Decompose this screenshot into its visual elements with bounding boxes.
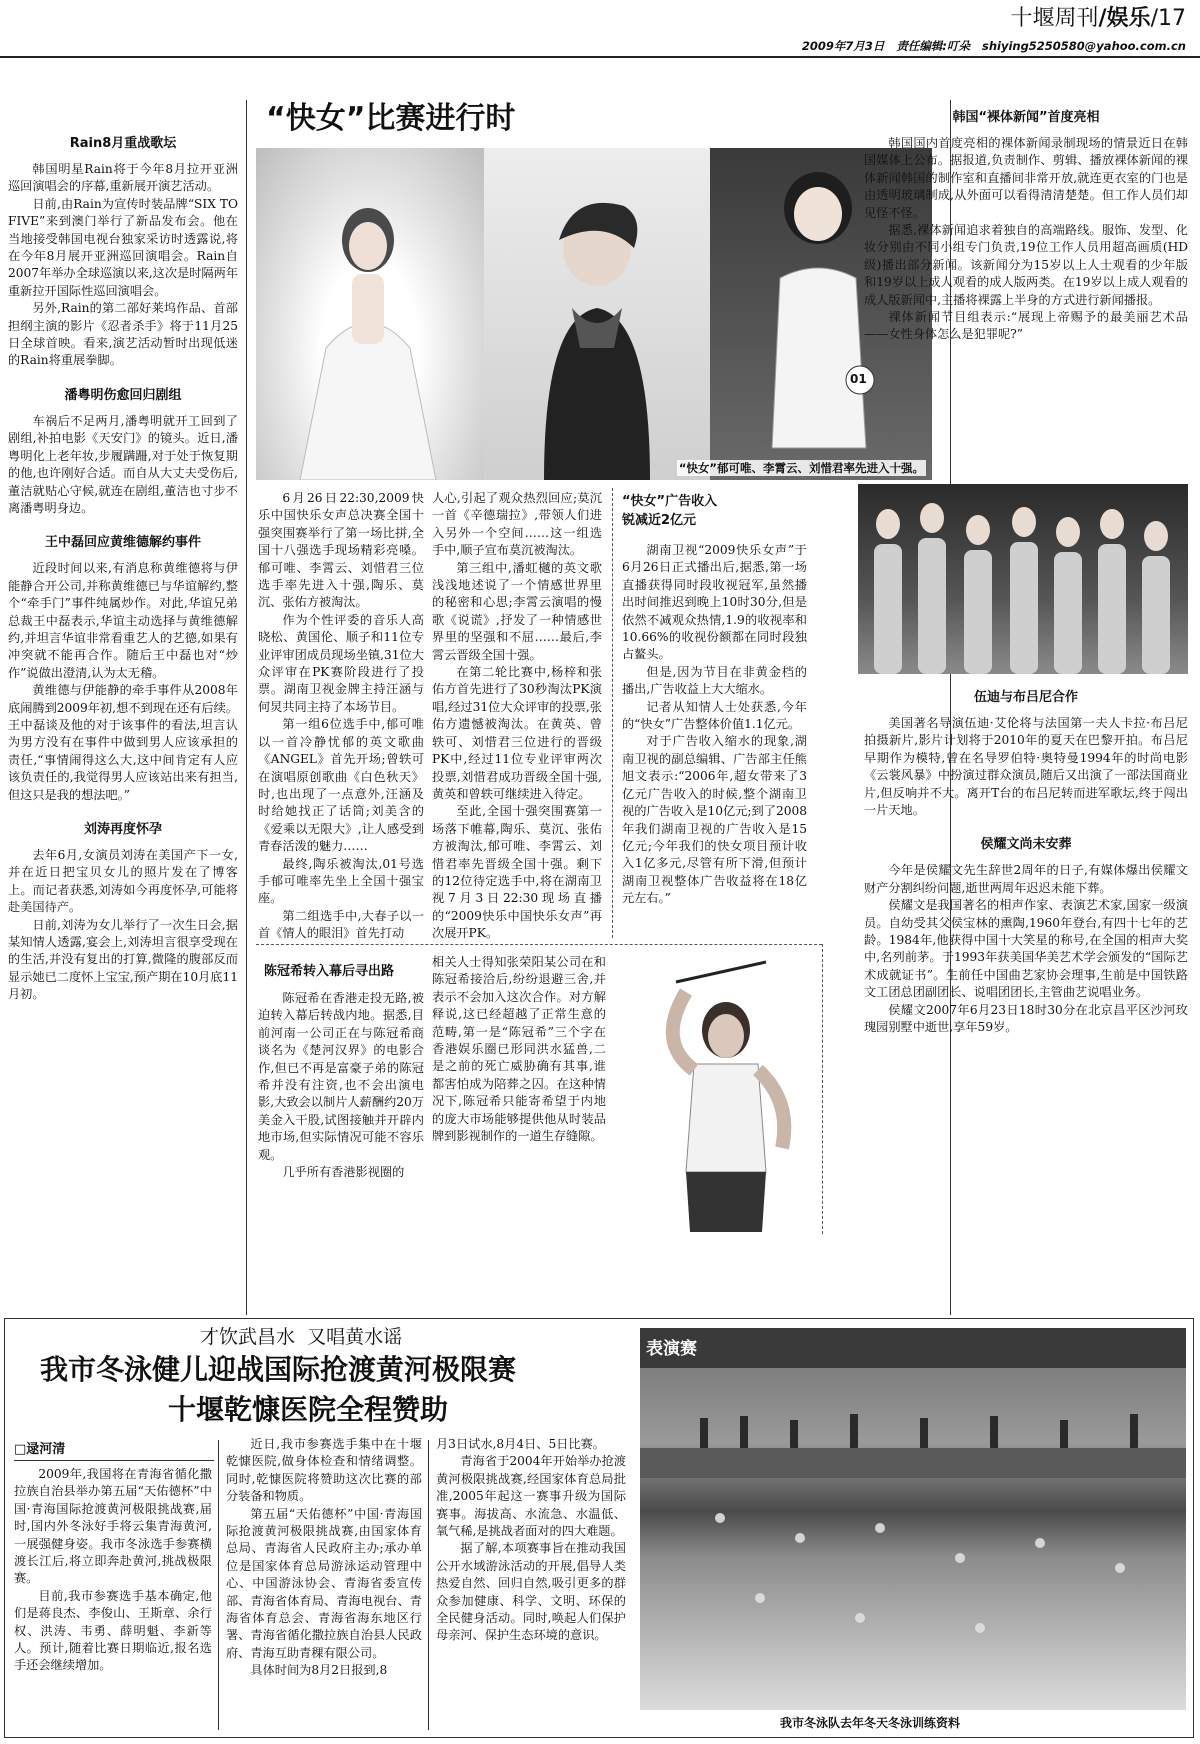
photo-winter-swimming bbox=[640, 1328, 1186, 1710]
ad-box-left-rule bbox=[612, 488, 613, 938]
rule-left bbox=[246, 100, 247, 1315]
bottom-col-3 bbox=[436, 1436, 626, 1645]
woody-story bbox=[864, 686, 1188, 819]
bottom-kicker: 才饮武昌水 又唱黄水谣 bbox=[200, 1326, 403, 1348]
main-title: “快女”比赛进行时 bbox=[266, 101, 516, 136]
issue-line bbox=[802, 38, 1186, 54]
bottom-p8: 据了解,本项赛事旨在推动我国公开水域游泳活动的开展,倡导人类热爱自然、回归自然,吸引更多的群众参加健康、科学、文明、环保的全民健身活动。同时,唤起人们保护母亲河、保护生态环境的意识。 bbox=[436, 1541, 626, 1643]
hou-p3: 侯耀文2007年6月23日18时30分在北京昌平区沙河玫瑰园别墅中逝世,享年59岁。 bbox=[864, 1002, 1188, 1035]
hou-p2: 侯耀文是我国著名的相声作家、表演艺术家,国家一级演员。自幼受其父侯宝林的熏陶,1960年登台,有四十七年的艺龄。1984年,他获得中国十大笑星的称号,在全国的相声大奖中,名列前茅。于1993年获美国华美艺术学会颁发的“国际艺术成就证书”。生前任中国曲艺家协会理事,生前是中国铁路文工团总团副团长、说唱团团长,主管曲艺说唱业务。 bbox=[864, 898, 1188, 1000]
main-p3: 第一组6位选手中,郁可唯以一首冷静忧郁的英文歌曲《ANGEL》首先开场;曾轶可在演唱原创歌曲《白色秋天》时,也出现了一点意外,汪涵及时给她找正了话筒;刘美含的《爱乘以无限大》,让人感受到青春活泼的魅力…… bbox=[258, 717, 424, 854]
naked-p1: 韩国国内首度亮相的裸体新闻录制现场的情景近日在韩国媒体上公布。据报道,负责制作、剪辑、播放裸体新闻的裸体新闻韩国的制作室和直播间非常开放,就连更衣室的门也是由透明玻璃制成,从外面可以看得清清楚楚。但工作人员们却见怪不怪。 bbox=[864, 136, 1188, 220]
woody-p1: 美国著名导演伍迪·艾伦将与法国第一夫人卡拉·布吕尼拍摄新片,影片计划将于2010年的夏天在巴黎开拍。布吕尼早期作为模特,曾在名导罗伯特·奥特曼1994年的时尚电影《云裳风暴》中扮演过群众演员,随后又出演了一部法国商业片,但反响并不大。离开T台的布吕尼转而进军歌坛,终于闯出一片天地。 bbox=[864, 716, 1188, 818]
rain-p2: 日前,由Rain为宣传时装品牌“SIX TO FIVE”来到澳门举行了新品发布会。他在当地接受韩国电视台独家采访时透露说,将在今年8月展开亚洲巡回演唱会。Rain自2007年举办全球巡演以来,这次是时隔两年重新拉开国际性巡回演唱会。 bbox=[8, 196, 238, 298]
chen-headline: 陈冠希转入幕后寻出路 bbox=[264, 964, 395, 979]
naked-p2: 据悉,裸体新闻追求着独自的高端路线。服饰、发型、化妆分别由不同小组专门负责,19位工作人员用超高画质(HD级)播出部分新闻。该新闻分为15岁以上人士观看的少年版和19岁以上成人观看的成人版两类。在19岁以上成人观看的成人版新闻中,主播将裸露上半身的方式进行新闻播报。 bbox=[864, 223, 1188, 307]
bottom-p6: 月3日试水,8月4日、5日比赛。 bbox=[436, 1437, 605, 1451]
main-p6: 人心,引起了观众热烈回应;莫沉一首《辛德瑞拉》,带领人们进入另外一个空间……这一组选手中,顺子宣布莫沉被淘汰。 bbox=[432, 491, 602, 558]
photo-news-anchors bbox=[858, 484, 1188, 674]
bottom-p5: 具体时间为8月2日报到,8 bbox=[250, 1663, 388, 1678]
chen-col-1 bbox=[258, 990, 424, 1181]
rain-p3: 另外,Rain的第二部好莱坞作品、首部担纲主演的影片《忍者杀手》将于11月25日全球首映。看来,演艺活动暂时出现低迷的Rain将重展拳脚。 bbox=[8, 301, 238, 368]
chen-p2: 几乎所有香港影视圈的 bbox=[282, 1165, 405, 1180]
issue-date: 2009年7月3日 bbox=[801, 39, 885, 53]
hou-p1: 今年是侯耀文先生辞世2周年的日子,有媒体爆出侯耀文财产分割纠纷问题,逝世两周年迟迟未能下葬。 bbox=[864, 863, 1188, 895]
figure-swimmers-pool bbox=[640, 1328, 1186, 1710]
bottom-p4: 第五届“天佑德杯”中国·青海国际抢渡黄河极限挑战赛,由国家体育总局、青海省人民政府主办;承办单位是国家体育总局游泳运动管理中心、中国游泳协会、青海省委宣传部、青海省体育局、青海电视台、青海省体育总会、青海省海东地区行署、青海省循化撒拉族自治县人民政府、青海互助青稞有限公司。 bbox=[226, 1506, 422, 1660]
bottom-p1: 2009年,我国将在青海省循化撒拉族自治县举办第五届“天佑德杯”中国·青海国际抢渡黄河极限挑战赛,届时,国内外冬泳好手将云集青海黄河,一展强健身姿。我市冬泳选手参赛横渡长江后,将立即奔赴黄河,挑战极限赛。 bbox=[14, 1467, 212, 1586]
page-number: /17 bbox=[1150, 6, 1186, 31]
photo-li-xiaoyun bbox=[484, 148, 710, 480]
liu-p1: 去年6月,女演员刘涛在美国产下一女,并在近日把宝贝女儿的照片发在了博客上。而记者获悉,刘涛如今再度怀孕,可能将赴美国待产。 bbox=[8, 848, 238, 915]
photo-yu-keyi bbox=[256, 148, 484, 480]
bottom-col-2 bbox=[226, 1436, 422, 1680]
bottom-byline-rule bbox=[14, 1460, 214, 1461]
naked-news-story bbox=[864, 106, 1188, 344]
figure-short-hair bbox=[484, 148, 710, 480]
chen-p3: 相关人士得知张荣阳某公司在和陈冠希接洽后,纷纷退避三舍,并表示不会加入这次合作。对方解释说,这已经超越了正常生意的范畴,第一是“陈冠希”三个字在香港娱乐圈已形同洪水猛兽,二是之前的死亡威胁确有其事,谁都害怕成为陪葬之囚。在这种情况下,陈冠希只能寄希望于内地的庞大市场能够提供他从时装品牌到影视制作的一道生存缝隙。 bbox=[432, 955, 606, 1144]
chen-box-right bbox=[822, 944, 823, 1234]
pan-headline: 潘粤明伤愈回归剧组 bbox=[64, 387, 182, 403]
ad-p1: 湖南卫视“2009快乐女声”于6月26日正式播出后,据悉,第一场直播获得同时段收视冠军,虽然播出时间推迟到晚上10时30分,但是依然不减观众热情,1.9的收视率和10.66%的收视份额都在同时段独占鳌头。 bbox=[622, 543, 807, 662]
bottom-col-1 bbox=[14, 1466, 212, 1675]
main-col-2 bbox=[432, 490, 602, 943]
figure-man-tank-top bbox=[616, 952, 816, 1232]
ad-p4: 对于广告收入缩水的现象,湖南卫视的副总编辑、广告部主任熊旭文表示:“2006年,超女带来了3亿元广告收入的时候,整个湖南卫视的广告收入是10亿元;到了2008年我们湖南卫视的广告收入是15亿元;今年我们的快女项目预计收入1亿多元,尽管有所下滑,但预计湖南卫视整体广告收益将在18亿元左右。” bbox=[622, 734, 807, 906]
chen-box-top bbox=[256, 944, 822, 945]
bottom-rule-1 bbox=[218, 1440, 219, 1730]
main-p7: 第三组中,潘虹樾的英文歌浅浅地述说了一个情感世界里的秘密和心思;李霄云演唱的慢歌《说谎》,抒发了一种情感世界里的坚强和不屈……最后,李霄云晋级全国十强。 bbox=[432, 560, 602, 662]
contestant-badge: 01 bbox=[850, 372, 867, 386]
issue-email: shiying5250580@yahoo.com.cn bbox=[981, 39, 1186, 53]
issue-editor: 责任编辑:叮朵 bbox=[896, 39, 970, 53]
bottom-rule-2 bbox=[428, 1440, 429, 1730]
bottom-p3: 近日,我市参赛选手集中在十堰乾慷医院,做身体检查和情绪调整。同时,乾慷医院将赞助这次比赛的部分装备和物质。 bbox=[226, 1437, 422, 1504]
right-news-column-lower bbox=[864, 680, 1188, 1037]
wang-p2: 黄维德与伊能静的牵手事件从2008年底闹腾到2009年初,想不到现在还有后续。王中磊谈及他的对于该事件的看法,坦言认为男方没有在事件中做到男人应该承担的责任,“事情闹得这么大,这中间肯定有人应该负责任的,我觉得男人应该站出来有担当,但这只是我的想法吧。” bbox=[8, 683, 238, 802]
bottom-p2: 目前,我市参赛选手基本确定,他们是蒋良杰、李俊山、王斯章、余行权、洪涛、韦勇、薛明魁、李新等人。预计,随着比赛日期临近,报名选手还会继续增加。 bbox=[14, 1588, 212, 1673]
bottom-headline-2: 十堰乾慷医院全程赞助 bbox=[168, 1393, 449, 1426]
figure-girl-white-dress bbox=[256, 148, 484, 480]
main-photo-caption: “快女”郁可唯、李霄云、刘惜君率先进入十强。 bbox=[678, 461, 924, 475]
masthead-slash: / bbox=[1098, 6, 1107, 31]
right-news-column bbox=[864, 106, 1188, 344]
main-col-1 bbox=[258, 490, 424, 943]
wang-story bbox=[8, 531, 238, 804]
main-p5: 第二组选手中,大春子以一首《情人的眼泪》首先打动 bbox=[258, 908, 424, 941]
bottom-headline-1: 我市冬泳健儿迎战国际抢渡黄河极限赛 bbox=[40, 1353, 517, 1386]
hou-headline: 侯耀文尚未安葬 bbox=[980, 837, 1072, 853]
bottom-p7: 青海省于2004年开始举办抢渡黄河极限挑战赛,经国家体育总局批准,2005年起这一赛事升级为国际赛事。海拔高、水流急、水温低、氧气稀,是挑战者面对的四大难题。 bbox=[436, 1454, 626, 1539]
liu-p2: 日前,刘涛为女儿举行了一次生日会,据某知情人透露,宴会上,刘涛坦言很享受现在的生活,并没有复出的打算,微隆的腹部反而显示她已二度怀上宝宝,预产期在10月底11月初。 bbox=[8, 917, 238, 1002]
liu-headline: 刘涛再度怀孕 bbox=[83, 822, 162, 837]
section-name: 娱乐 bbox=[1106, 6, 1151, 31]
photo-chen bbox=[616, 952, 816, 1232]
ad-headline-1: “快女”广告收入 bbox=[622, 494, 718, 509]
masthead-rule bbox=[0, 56, 1200, 58]
chen-p1: 陈冠希在香港走投无路,被迫转入幕后转战内地。据悉,目前河南一公司正在与陈冠希商谈名为《楚河汉界》的电影合作,但已不再是富豪子弟的陈冠希并没有注资,也不会出演电影,大致会以制片人薪酬约20万美金入干股,试图接触并开辟内地市场,但实际情况可能不容乐观。 bbox=[258, 991, 424, 1162]
paper-name: 十堰周刊 bbox=[1010, 6, 1099, 31]
hou-story bbox=[864, 833, 1188, 1036]
main-p9: 至此,全国十强突围赛第一场落下帷幕,陶乐、莫沉、张佑方被淘汰,郁可唯、李霄云、刘惜君率先晋级全国十强。剩下的12位待定选手中,将在湖南卫视7月3日22:30现场直播的“2009快乐中国快乐女声”再次展开PK。 bbox=[432, 804, 602, 941]
rain-p1: 韩国明星Rain将于今年8月拉开亚洲巡回演唱会的序幕,重新展开演艺活动。 bbox=[8, 162, 238, 194]
rain-headline: Rain8月重战歌坛 bbox=[69, 136, 177, 151]
woody-headline: 伍迪与布吕尼合作 bbox=[973, 690, 1078, 705]
ad-headline-2: 锐减近2亿元 bbox=[622, 513, 697, 528]
ad-story bbox=[622, 492, 807, 908]
bottom-byline: □逯河清 bbox=[14, 1442, 66, 1457]
main-photo-strip bbox=[256, 148, 932, 480]
main-p1: 6月26日22:30,2009快乐中国快乐女声总决赛全国十强突围赛举行了第一场比拼,全国十八强选手现场精彩亮嗓。郁可唯、李霄云、刘惜君三位选手率先进入十强,陶乐、莫沉、张佑方被淘汰。 bbox=[258, 491, 424, 610]
left-news-column bbox=[8, 128, 238, 1004]
main-p8: 在第二轮比赛中,杨梓和张佑方首先进行了30秒淘汰PK演唱,经过31位大众评审的投票,张佑方遗憾被淘汰。在黄英、曾轶可、刘惜君三位进行的晋级PK中,经过11位专业评审两次投票,刘惜君成功晋级全国十强,黄英和曾轶可继续进入待定。 bbox=[432, 665, 602, 801]
chen-col-2 bbox=[432, 954, 606, 1145]
naked-p3: 裸体新闻节目组表示:“展现上帝赐予的最美丽艺术品——女性身体怎么是犯罪呢?” bbox=[864, 310, 1188, 342]
wang-headline: 王中磊回应黄维德解约事件 bbox=[44, 535, 201, 551]
main-p2: 作为个性评委的音乐人高晓松、黄国伦、顺子和11位专业评审团成员现场坐镇,31位大众评审在PK赛阶段进行了投票。湖南卫视金牌主持汪涵与何炅共同主持了本场节目。 bbox=[258, 612, 424, 714]
swimming-photo-caption: 我市冬泳队去年冬天冬泳训练资料 bbox=[780, 1716, 961, 1730]
pan-p1: 车祸后不足两月,潘粤明就开工回到了剧组,补拍电影《天安门》的镜头。近日,潘粤明化上老年妆,步履蹒跚,对于处于恢复期的他,也许刚好合适。而自从大丈夫受伤后,董洁就贴心守候,就连在剧组,董洁也寸步不离潘粤明身边。 bbox=[8, 413, 238, 515]
ad-p3: 记者从知情人士处获悉,今年的“快女”广告整体价值1.1亿元。 bbox=[622, 699, 807, 732]
main-p4: 最终,陶乐被淘汰,01号选手郁可唯率先坐上全国十强宝座。 bbox=[258, 856, 424, 906]
figure-group-women bbox=[858, 484, 1188, 674]
liu-story bbox=[8, 818, 238, 1004]
wang-p1: 近段时间以来,有消息称黄维德将与伊能静合开公司,并称黄维德已与华谊解约,整个“牵手门”事件纯属炒作。对此,华谊兄弟总裁王中磊表示,华谊主动选择与黄维德解约,并坦言华谊非常看重艺人的艺德,如果有冲突就不能再合作。随后王中磊也对“炒作”说做出澄清,认为太无稽。 bbox=[8, 561, 238, 680]
pan-story bbox=[8, 384, 238, 517]
naked-news-headline: 韩国“裸体新闻”首度亮相 bbox=[952, 110, 1100, 125]
rain-story bbox=[8, 132, 238, 370]
pool-sign: 表演赛 bbox=[646, 1339, 697, 1359]
masthead bbox=[1011, 6, 1186, 32]
ad-p2: 但是,因为节目在非黄金档的播出,广告收益上大大缩水。 bbox=[622, 664, 807, 697]
